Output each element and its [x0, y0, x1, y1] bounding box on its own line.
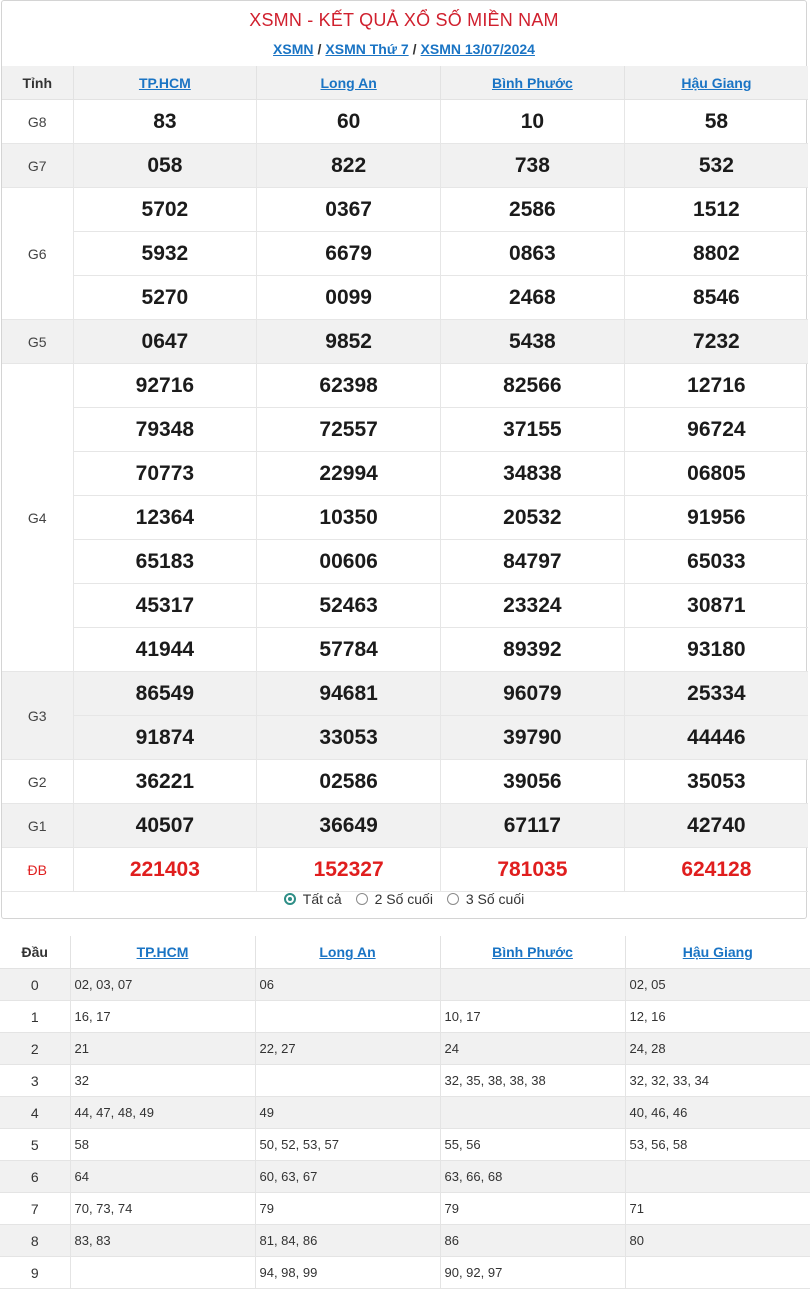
loto-tail-cell: 60, 63, 67 — [255, 1161, 440, 1193]
loto-tail-cell: 24, 28 — [625, 1033, 810, 1065]
loto-row — [0, 1225, 810, 1257]
prize-number: 1512 — [624, 188, 808, 232]
prize-number: 86549 — [73, 672, 257, 716]
prize-number: 6679 — [257, 232, 441, 276]
prize-number: 12364 — [73, 496, 257, 540]
head-digit: 1 — [0, 1001, 70, 1033]
prize-number: 58 — [624, 100, 808, 144]
breadcrumb-separator: / — [412, 41, 417, 57]
prize-number: 94681 — [257, 672, 441, 716]
loto-tail-cell: 81, 84, 86 — [255, 1225, 440, 1257]
prize-number: 92716 — [73, 364, 257, 408]
loto-tail-cell: 21 — [70, 1033, 255, 1065]
prize-name: G6 — [2, 188, 73, 320]
prize-number: 5270 — [73, 276, 257, 320]
province-header — [255, 936, 440, 969]
prize-number: 7232 — [624, 320, 808, 364]
loto-tail-cell — [625, 1257, 810, 1289]
breadcrumb-xsmn-date-link[interactable]: XSMN 13/07/2024 — [420, 41, 535, 57]
prize-row — [2, 276, 808, 320]
loto-tail-cell — [625, 1161, 810, 1193]
prize-number: 45317 — [73, 584, 257, 628]
results-card — [1, 0, 807, 919]
prize-row — [2, 408, 808, 452]
loto-tail-cell: 64 — [70, 1161, 255, 1193]
prize-number: 40507 — [73, 804, 257, 848]
prize-number: 36221 — [73, 760, 257, 804]
prize-number: 25334 — [624, 672, 808, 716]
prize-number: 0099 — [257, 276, 441, 320]
prize-number: 221403 — [73, 848, 257, 892]
prize-number: 0367 — [257, 188, 441, 232]
filter-option-last-3[interactable] — [447, 891, 524, 907]
prize-number: 06805 — [624, 452, 808, 496]
prize-number: 72557 — [257, 408, 441, 452]
prize-number: 79348 — [73, 408, 257, 452]
loto-tail-cell: 06 — [255, 969, 440, 1001]
results-header-row — [2, 66, 808, 100]
prize-row — [2, 144, 808, 188]
loto-tail-cell: 63, 66, 68 — [440, 1161, 625, 1193]
prize-number: 781035 — [441, 848, 625, 892]
digit-filter — [2, 891, 806, 908]
loto-province-link-binh-phuoc[interactable]: Bình Phước — [492, 944, 573, 960]
prize-name: G7 — [2, 144, 73, 188]
prize-number: 35053 — [624, 760, 808, 804]
prize-number: 57784 — [257, 628, 441, 672]
prize-name: G2 — [2, 760, 73, 804]
loto-province-link-hau-giang[interactable]: Hậu Giang — [682, 944, 753, 960]
head-digit: 0 — [0, 969, 70, 1001]
province-link-tphcm[interactable]: TP.HCM — [138, 74, 191, 91]
loto-tail-cell: 32, 35, 38, 38, 38 — [440, 1065, 625, 1097]
filter-option-last-2[interactable] — [356, 891, 433, 907]
prize-row — [2, 364, 808, 408]
prize-number: 91956 — [624, 496, 808, 540]
loto-tail-cell: 79 — [255, 1193, 440, 1225]
prize-number: 5932 — [73, 232, 257, 276]
prize-number: 39790 — [441, 716, 625, 760]
head-digit: 7 — [0, 1193, 70, 1225]
prize-number: 22994 — [257, 452, 441, 496]
loto-row — [0, 1193, 810, 1225]
prize-name: G4 — [2, 364, 73, 672]
prize-name: G1 — [2, 804, 73, 848]
prize-number: 532 — [624, 144, 808, 188]
prize-number: 2586 — [441, 188, 625, 232]
prize-number: 96724 — [624, 408, 808, 452]
loto-tail-cell: 12, 16 — [625, 1001, 810, 1033]
loto-tail-cell — [440, 1097, 625, 1129]
loto-tail-cell: 50, 52, 53, 57 — [255, 1129, 440, 1161]
prize-number: 67117 — [441, 804, 625, 848]
loto-row — [0, 1065, 810, 1097]
loto-tail-cell: 80 — [625, 1225, 810, 1257]
loto-row — [0, 969, 810, 1001]
loto-row — [0, 1097, 810, 1129]
breadcrumb-xsmn-link[interactable]: XSMN — [273, 41, 314, 57]
prize-number: 02586 — [257, 760, 441, 804]
prize-row — [2, 452, 808, 496]
prize-row — [2, 716, 808, 760]
prize-number: 83 — [73, 100, 257, 144]
breadcrumb — [2, 41, 806, 57]
prize-number: 93180 — [624, 628, 808, 672]
radio-unchecked-icon[interactable] — [447, 893, 459, 905]
head-digit: 3 — [0, 1065, 70, 1097]
prize-number: 65033 — [624, 540, 808, 584]
prize-row — [2, 320, 808, 364]
province-link-binh-phuoc[interactable]: Bình Phước — [491, 74, 573, 91]
province-header — [625, 936, 810, 969]
prize-number: 00606 — [257, 540, 441, 584]
loto-body — [0, 969, 810, 1289]
province-header — [441, 66, 625, 100]
loto-tail-cell: 49 — [255, 1097, 440, 1129]
prize-number: 5702 — [73, 188, 257, 232]
prize-number: 8802 — [624, 232, 808, 276]
prize-number: 822 — [257, 144, 441, 188]
loto-tail-cell: 71 — [625, 1193, 810, 1225]
prize-number: 23324 — [441, 584, 625, 628]
prize-row — [2, 760, 808, 804]
prize-number: 34838 — [441, 452, 625, 496]
loto-tail-cell: 94, 98, 99 — [255, 1257, 440, 1289]
prize-number: 0863 — [441, 232, 625, 276]
prize-number: 91874 — [73, 716, 257, 760]
results-table — [2, 66, 808, 892]
prize-name: G8 — [2, 100, 73, 144]
prize-number: 52463 — [257, 584, 441, 628]
prize-number: 624128 — [624, 848, 808, 892]
prize-row — [2, 584, 808, 628]
breadcrumb-separator: / — [317, 41, 322, 57]
loto-tail-cell: 44, 47, 48, 49 — [70, 1097, 255, 1129]
prize-number: 2468 — [441, 276, 625, 320]
prize-number: 30871 — [624, 584, 808, 628]
prize-name: ĐB — [2, 848, 73, 892]
loto-province-link-tphcm[interactable]: TP.HCM — [136, 944, 189, 960]
loto-tail-cell: 79 — [440, 1193, 625, 1225]
prize-number: 62398 — [257, 364, 441, 408]
province-header — [70, 936, 255, 969]
radio-unchecked-icon[interactable] — [356, 893, 368, 905]
prize-number: 0647 — [73, 320, 257, 364]
province-header — [624, 66, 808, 100]
prize-number: 12716 — [624, 364, 808, 408]
prize-number: 89392 — [441, 628, 625, 672]
loto-province-link-long-an[interactable]: Long An — [319, 944, 376, 960]
loto-tail-cell: 16, 17 — [70, 1001, 255, 1033]
prize-number: 10 — [441, 100, 625, 144]
prize-number: 84797 — [441, 540, 625, 584]
prize-row — [2, 848, 808, 892]
loto-row — [0, 1257, 810, 1289]
prize-number: 20532 — [441, 496, 625, 540]
prize-number: 96079 — [441, 672, 625, 716]
loto-tail-cell: 90, 92, 97 — [440, 1257, 625, 1289]
prize-row — [2, 188, 808, 232]
prize-number: 9852 — [257, 320, 441, 364]
province-header — [440, 936, 625, 969]
province-link-long-an[interactable]: Long An — [320, 74, 377, 91]
loto-tail-cell: 24 — [440, 1033, 625, 1065]
prize-number: 82566 — [441, 364, 625, 408]
loto-tail-cell — [255, 1001, 440, 1033]
prize-number: 37155 — [441, 408, 625, 452]
loto-row — [0, 1033, 810, 1065]
page-title: XSMN - KẾT QUẢ XỔ SỐ MIỀN NAM — [249, 10, 559, 30]
head-digit: 6 — [0, 1161, 70, 1193]
head-digit: 2 — [0, 1033, 70, 1065]
loto-tail-cell: 83, 83 — [70, 1225, 255, 1257]
loto-tail-cell — [440, 969, 625, 1001]
head-digit: 4 — [0, 1097, 70, 1129]
prize-row — [2, 540, 808, 584]
loto-tail-cell: 02, 05 — [625, 969, 810, 1001]
prize-number: 738 — [441, 144, 625, 188]
filter-option-label: 3 Số cuối — [465, 891, 525, 907]
loto-row — [0, 1129, 810, 1161]
prize-number: 41944 — [73, 628, 257, 672]
loto-tail-cell: 86 — [440, 1225, 625, 1257]
prize-row — [2, 232, 808, 276]
prize-name: G5 — [2, 320, 73, 364]
prize-row — [2, 628, 808, 672]
prize-number: 36649 — [257, 804, 441, 848]
prize-row — [2, 804, 808, 848]
province-link-hau-giang[interactable]: Hậu Giang — [681, 74, 752, 91]
prize-number: 44446 — [624, 716, 808, 760]
loto-tail-cell: 02, 03, 07 — [70, 969, 255, 1001]
prize-number: 42740 — [624, 804, 808, 848]
prize-row — [2, 100, 808, 144]
prize-number: 60 — [257, 100, 441, 144]
loto-tail-cell: 32, 32, 33, 34 — [625, 1065, 810, 1097]
loto-tail-cell: 10, 17 — [440, 1001, 625, 1033]
prize-name: G3 — [2, 672, 73, 760]
prize-number: 33053 — [257, 716, 441, 760]
filter-option-label: Tất cả — [302, 891, 342, 907]
prize-number: 70773 — [73, 452, 257, 496]
head-digit: 9 — [0, 1257, 70, 1289]
loto-row — [0, 1001, 810, 1033]
loto-tail-cell: 58 — [70, 1129, 255, 1161]
loto-tail-cell — [255, 1065, 440, 1097]
prize-number: 152327 — [257, 848, 441, 892]
loto-header-row — [0, 936, 810, 969]
loto-tail-cell: 53, 56, 58 — [625, 1129, 810, 1161]
filter-option-label: 2 Số cuối — [374, 891, 433, 907]
loto-tail-cell: 70, 73, 74 — [70, 1193, 255, 1225]
province-column-label: Tỉnh — [2, 66, 73, 100]
prize-row — [2, 496, 808, 540]
loto-head-table — [0, 936, 810, 1289]
prize-number: 39056 — [441, 760, 625, 804]
loto-tail-cell: 40, 46, 46 — [625, 1097, 810, 1129]
loto-tail-cell — [70, 1257, 255, 1289]
head-digit: 8 — [0, 1225, 70, 1257]
province-header — [257, 66, 441, 100]
loto-tail-cell: 55, 56 — [440, 1129, 625, 1161]
prize-number: 10350 — [257, 496, 441, 540]
loto-tail-cell: 32 — [70, 1065, 255, 1097]
head-digit-column-label: Đầu — [0, 936, 70, 969]
prize-number: 8546 — [624, 276, 808, 320]
results-body — [2, 100, 808, 892]
province-header — [73, 66, 257, 100]
loto-tail-cell: 22, 27 — [255, 1033, 440, 1065]
filter-option-all[interactable] — [284, 891, 342, 907]
head-digit: 5 — [0, 1129, 70, 1161]
radio-checked-icon[interactable] — [284, 893, 296, 905]
breadcrumb-xsmn-thu7-link[interactable]: XSMN Thứ 7 — [325, 41, 409, 57]
prize-number: 5438 — [441, 320, 625, 364]
loto-row — [0, 1161, 810, 1193]
prize-number: 058 — [73, 144, 257, 188]
prize-number: 65183 — [73, 540, 257, 584]
prize-row — [2, 672, 808, 716]
